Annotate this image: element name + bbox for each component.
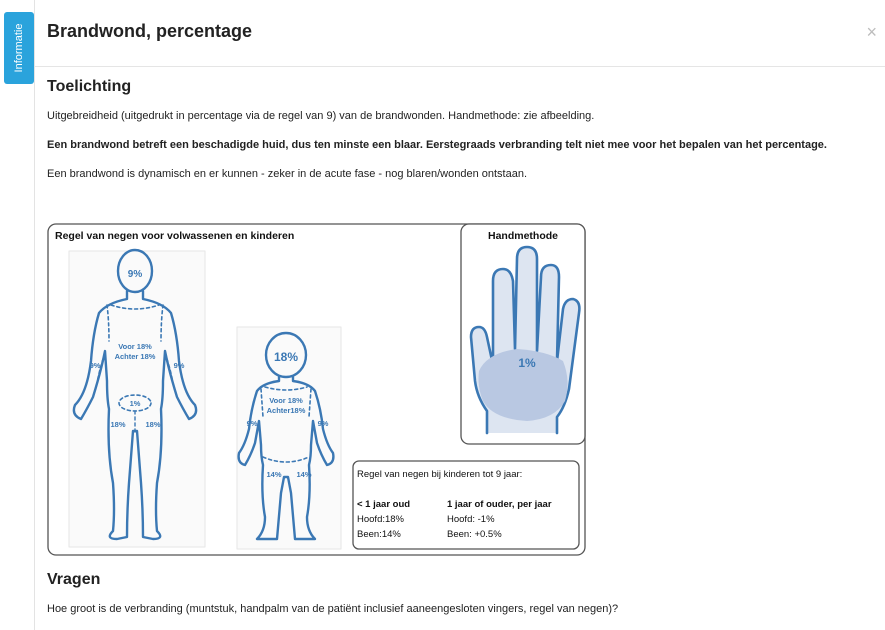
rule-col1-row1: Hoofd:18%: [357, 514, 405, 525]
rule-col1-head: < 1 jaar oud: [357, 499, 411, 510]
child-head-label: 18%: [273, 350, 299, 364]
adult-leg-left-label: 18%: [110, 420, 126, 429]
adult-arm-right-label: 9%: [173, 361, 185, 370]
adult-back-label: Achter 18%: [114, 352, 156, 361]
hand-title: Handmethode: [487, 230, 559, 242]
adult-leg-right-label: 18%: [145, 420, 161, 429]
child-leg-left-label: 14%: [266, 470, 282, 479]
adult-front-label: Voor 18%: [118, 342, 152, 351]
rule-col2-row1: Hoofd: -1%: [447, 514, 495, 525]
page-title: Brandwond, percentage: [47, 21, 253, 41]
modal-header: [35, 0, 885, 67]
child-arm-right-label: 9%: [317, 419, 329, 428]
adult-groin-label: 1%: [129, 399, 141, 408]
toelichting-paragraph-1: Uitgebreidheid (uitgedrukt in percentage via de regel van 9) van de brandwonden. Handmethode: zie afbeelding.: [47, 110, 595, 122]
rule-col1-row2: Been:14%: [357, 529, 401, 540]
informatie-tab-label: Informatie: [13, 23, 25, 73]
adult-arm-left-label: 9%: [89, 361, 101, 370]
rule-title: Regel van negen bij kinderen tot 9 jaar:: [357, 469, 523, 480]
child-back-label: Achter18%: [266, 406, 306, 415]
rule-col2-row2: Been: +0.5%: [447, 529, 502, 540]
close-icon[interactable]: ×: [866, 22, 877, 42]
left-divider: [34, 0, 35, 630]
rule-col2-head: 1 jaar of ouder, per jaar: [447, 499, 552, 510]
burn-percentage-figure: [47, 221, 589, 557]
child-front-label: Voor 18%: [269, 396, 303, 405]
vragen-question-1: Hoe groot is de verbranding (muntstuk, handpalm van de patiënt inclusief aaneengesloten vingers, regel van negen)?: [47, 603, 619, 615]
child-leg-right-label: 14%: [296, 470, 312, 479]
left-title: Regel van negen voor volwassenen en kinderen: [55, 230, 295, 242]
hand-value-label: 1%: [518, 356, 536, 370]
toelichting-heading: Toelichting: [47, 78, 132, 95]
adult-head-label: 9%: [127, 269, 143, 280]
toelichting-paragraph-2: Een brandwond betreft een beschadigde huid, dus ten minste een blaar. Eerstegraads verbranding telt niet mee voor het bepalen van het percentage.: [47, 139, 827, 151]
child-arm-left-label: 9%: [246, 419, 258, 428]
informatie-tab[interactable]: [4, 12, 34, 84]
toelichting-paragraph-3: Een brandwond is dynamisch en er kunnen - zeker in de acute fase - nog blaren/wonden ontstaan.: [47, 168, 528, 180]
vragen-heading: Vragen: [47, 571, 101, 588]
